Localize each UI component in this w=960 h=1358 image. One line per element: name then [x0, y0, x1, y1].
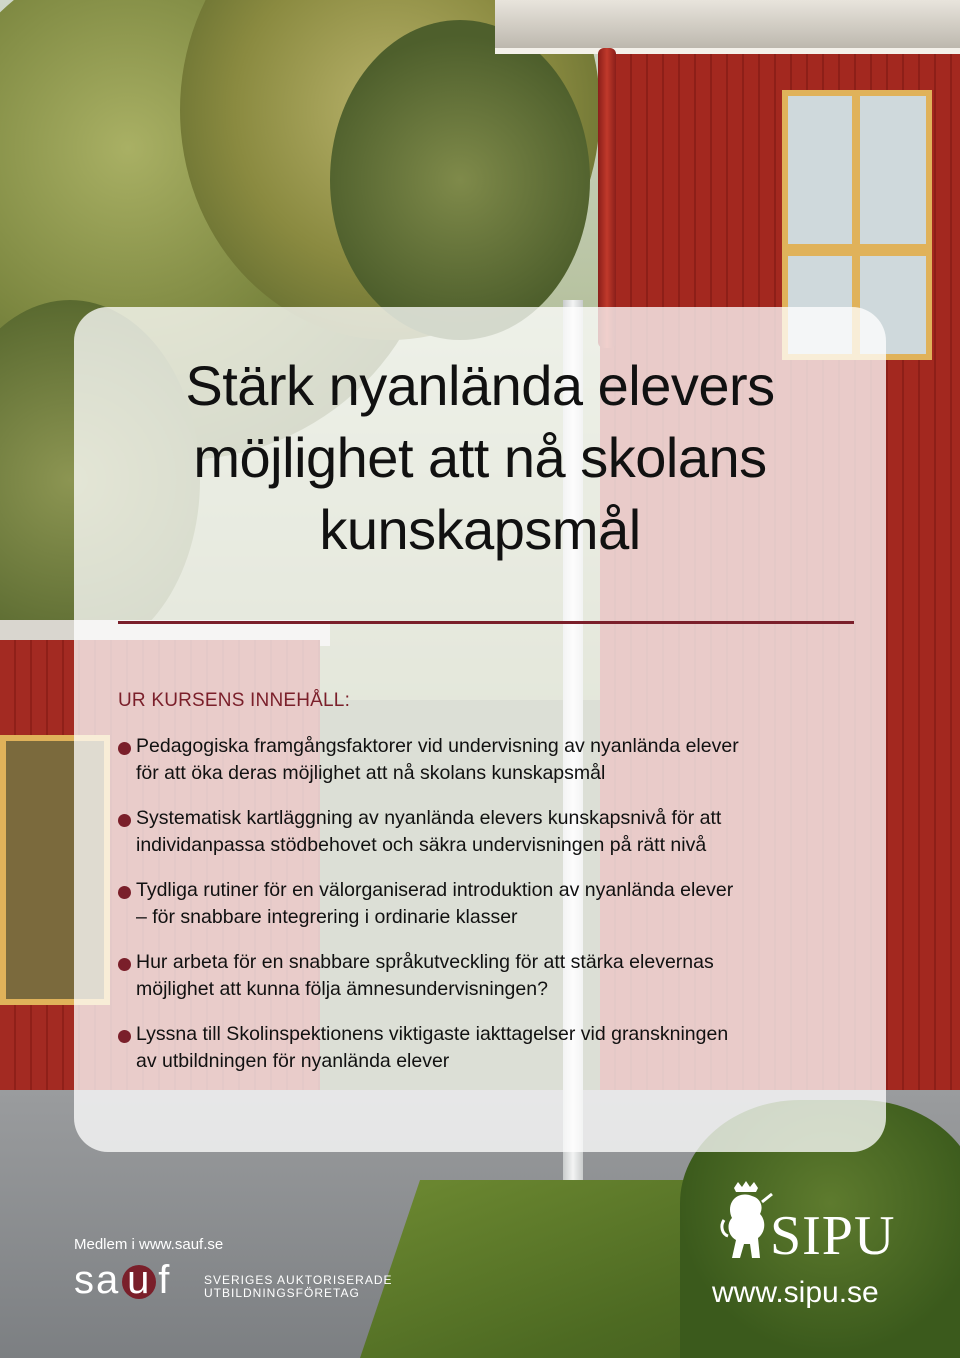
course-content-list [118, 733, 858, 1093]
bullet-text: individanpassa stödbehovet och säkra undervisningen på rätt nivå [136, 834, 707, 856]
house-roof [495, 0, 960, 54]
page-title [74, 350, 886, 566]
bullet-dot-icon [118, 1030, 131, 1043]
bullet-text: för att öka deras möjlighet att nå skolans kunskapsmål [136, 762, 606, 784]
bullet-text: Pedagogiska framgångsfaktorer vid undervisning av nyanlända elever [136, 735, 739, 757]
title-line: kunskapsmål [319, 498, 641, 561]
bullet-dot-icon [118, 958, 131, 971]
sauf-letter-circle: u [122, 1265, 156, 1299]
house-window [782, 90, 932, 250]
sipu-wordmark: SIPU [770, 1205, 896, 1267]
sauf-wordmark [74, 1258, 171, 1303]
bullet-dot-icon [118, 742, 131, 755]
sauf-tagline-line: SVERIGES AUKTORISERADE [204, 1273, 393, 1287]
list-item [118, 949, 858, 1003]
bullet-text: av utbildningen för nyanlända elever [136, 1050, 450, 1072]
sauf-letters: sa [74, 1258, 121, 1302]
lion-crest-icon [716, 1180, 776, 1264]
sauf-tagline-line: UTBILDNINGSFÖRETAG [204, 1286, 360, 1300]
title-divider [118, 621, 854, 624]
title-line: Stärk nyanlända elevers [185, 354, 775, 417]
bullet-text: Tydliga rutiner för en välorganiserad introduktion av nyanlända elever [136, 879, 734, 901]
tree-foliage [330, 20, 590, 340]
bullet-text: – för snabbare integrering i ordinarie klasser [136, 906, 518, 928]
sauf-letters: f [158, 1258, 172, 1302]
bullet-text: möjlighet att kunna följa ämnesundervisningen? [136, 978, 548, 1000]
list-item [118, 1021, 858, 1075]
sipu-logo [712, 1180, 896, 1270]
list-item [118, 733, 858, 787]
title-line: möjlighet att nå skolans [193, 426, 767, 489]
bullet-dot-icon [118, 886, 131, 899]
sauf-tagline [204, 1274, 393, 1300]
bullet-text: Systematisk kartläggning av nyanlända elevers kunskapsnivå för att [136, 807, 722, 829]
rain-gutter [598, 48, 616, 348]
bullet-text: Lyssna till Skolinspektionens viktigaste iakttagelser vid granskningen [136, 1023, 729, 1045]
bullet-text: Hur arbeta för en snabbare språkutveckling för att stärka elevernas [136, 951, 714, 973]
sipu-website-link[interactable]: www.sipu.se [712, 1276, 879, 1309]
section-heading: UR KURSENS INNEHÅLL: [118, 690, 351, 711]
list-item [118, 805, 858, 859]
member-link-text[interactable]: Medlem i www.sauf.se [74, 1236, 224, 1253]
list-item [118, 877, 858, 931]
bullet-dot-icon [118, 814, 131, 827]
